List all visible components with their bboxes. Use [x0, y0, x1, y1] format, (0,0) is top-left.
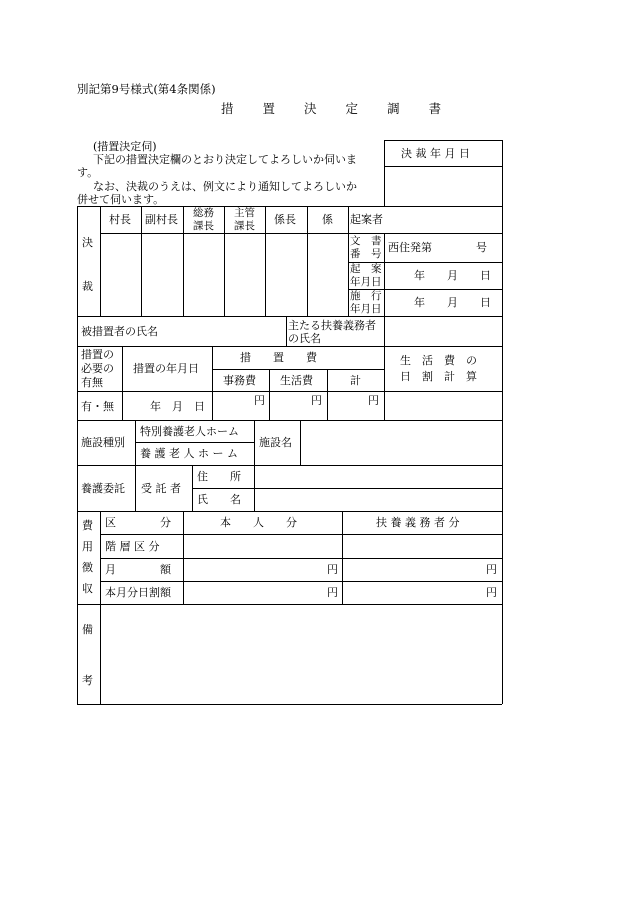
role-drafter: 起案者 [350, 213, 383, 226]
title-char: 調 [387, 101, 400, 116]
fees-guardian-label: 扶 養 義 務 者 分 [376, 516, 460, 529]
measure-need-label: 有無 [81, 376, 103, 389]
draft-date-label: 年月日 [350, 276, 382, 288]
title-char: 措 [221, 101, 234, 116]
remarks-label: 備 [82, 623, 93, 636]
role-manager: 主管 [234, 207, 255, 219]
total-cost-yen: 円 [368, 394, 379, 407]
subject-name-label: 被措置者の氏名 [81, 325, 158, 338]
fees-daily-self-yen: 円 [327, 586, 338, 599]
measure-cost-label: 措 置 費 [240, 351, 317, 364]
measure-date-value: 年 月 日 [150, 400, 205, 413]
doc-number-label: 文 書 [350, 235, 382, 247]
role-village-head: 村長 [109, 213, 131, 226]
exec-date-label: 施 行 [350, 290, 382, 302]
page-title [221, 103, 470, 116]
care-consign-label: 養護委託 [81, 482, 125, 495]
role-manager: 課長 [234, 220, 255, 232]
intro-heading: (措置決定伺) [93, 140, 157, 153]
daily-living-label: 生 活 費 の [400, 354, 477, 367]
daily-living-label: 日 割 計 算 [400, 370, 477, 383]
role-general-affairs: 総務 [193, 207, 214, 219]
fees-daily-label: 本月分日割額 [105, 586, 171, 599]
office-cost-yen: 円 [254, 394, 265, 407]
fees-daily-guardian-yen: 円 [486, 586, 497, 599]
facility-type-special: 特別養護老人ホーム [140, 425, 239, 438]
intro-line: 下記の措置決定欄のとおり決定してよろしいか伺いま [93, 153, 357, 166]
fees-monthly-guardian-yen: 円 [486, 563, 497, 576]
facility-type-label: 施設種別 [81, 436, 125, 449]
exec-date-label: 年月日 [350, 303, 382, 315]
fees-side-label: 費 [82, 519, 93, 532]
role-general-affairs: 課長 [193, 220, 214, 232]
intro-line: す。 [77, 166, 99, 179]
exec-date-value: 年 月 日 [414, 296, 491, 309]
living-cost-label: 生活費 [280, 374, 313, 387]
measure-need-label: 必要の [81, 362, 114, 375]
role-deputy-head: 副村長 [145, 213, 178, 226]
form-reference: 別記第9号様式(第4条関係) [77, 82, 216, 96]
need-yes-no: 有・無 [81, 400, 114, 413]
facility-type-nursing: 養 護 老 人 ホ ー ム [140, 447, 238, 460]
fees-side-label: 収 [82, 582, 93, 595]
fees-monthly-label: 月 額 [105, 563, 171, 576]
role-section-chief: 係長 [274, 213, 296, 226]
living-cost-yen: 円 [311, 394, 322, 407]
title-char: 定 [345, 101, 359, 116]
doc-number-label: 番 号 [350, 248, 382, 260]
office-cost-label: 事務費 [223, 374, 256, 387]
fees-side-label: 徴 [82, 561, 93, 574]
fees-monthly-self-yen: 円 [327, 563, 338, 576]
draft-date-value: 年 月 日 [414, 269, 491, 282]
title-char: 置 [262, 101, 276, 116]
guardian-name-label: 主たる扶養義務者 [288, 319, 376, 332]
role-staff: 係 [322, 213, 333, 226]
consignee-name-label: 氏 名 [197, 493, 241, 506]
approval-side-label: 裁 [82, 280, 93, 293]
fees-tier-label: 階 層 区 分 [105, 540, 160, 553]
consignee-address-label: 住 所 [197, 470, 241, 483]
intro-line: 併せて伺います。 [77, 193, 165, 206]
doc-number-value: 西住発第 号 [388, 241, 487, 254]
measure-date-label: 措置の年月日 [133, 362, 199, 375]
draft-date-label: 起 案 [350, 263, 382, 275]
approval-side-label: 決 [82, 236, 93, 249]
fees-category-label: 区 分 [105, 516, 171, 529]
fees-side-label: 用 [82, 540, 93, 553]
decision-date-label: 決 裁 年 月 日 [401, 147, 470, 160]
consignee-label: 受 託 者 [141, 482, 181, 495]
title-char: 決 [304, 101, 317, 116]
intro-line: なお、決裁のうえは、例文により通知してよろしいか [93, 180, 357, 193]
fees-self-label: 本 人 分 [220, 516, 297, 529]
total-cost-label: 計 [350, 374, 361, 387]
facility-name-label: 施設名 [259, 436, 292, 449]
title-char: 書 [428, 101, 442, 116]
measure-need-label: 措置の [81, 348, 114, 361]
guardian-name-label: の氏名 [288, 332, 321, 345]
remarks-label: 考 [82, 674, 93, 687]
